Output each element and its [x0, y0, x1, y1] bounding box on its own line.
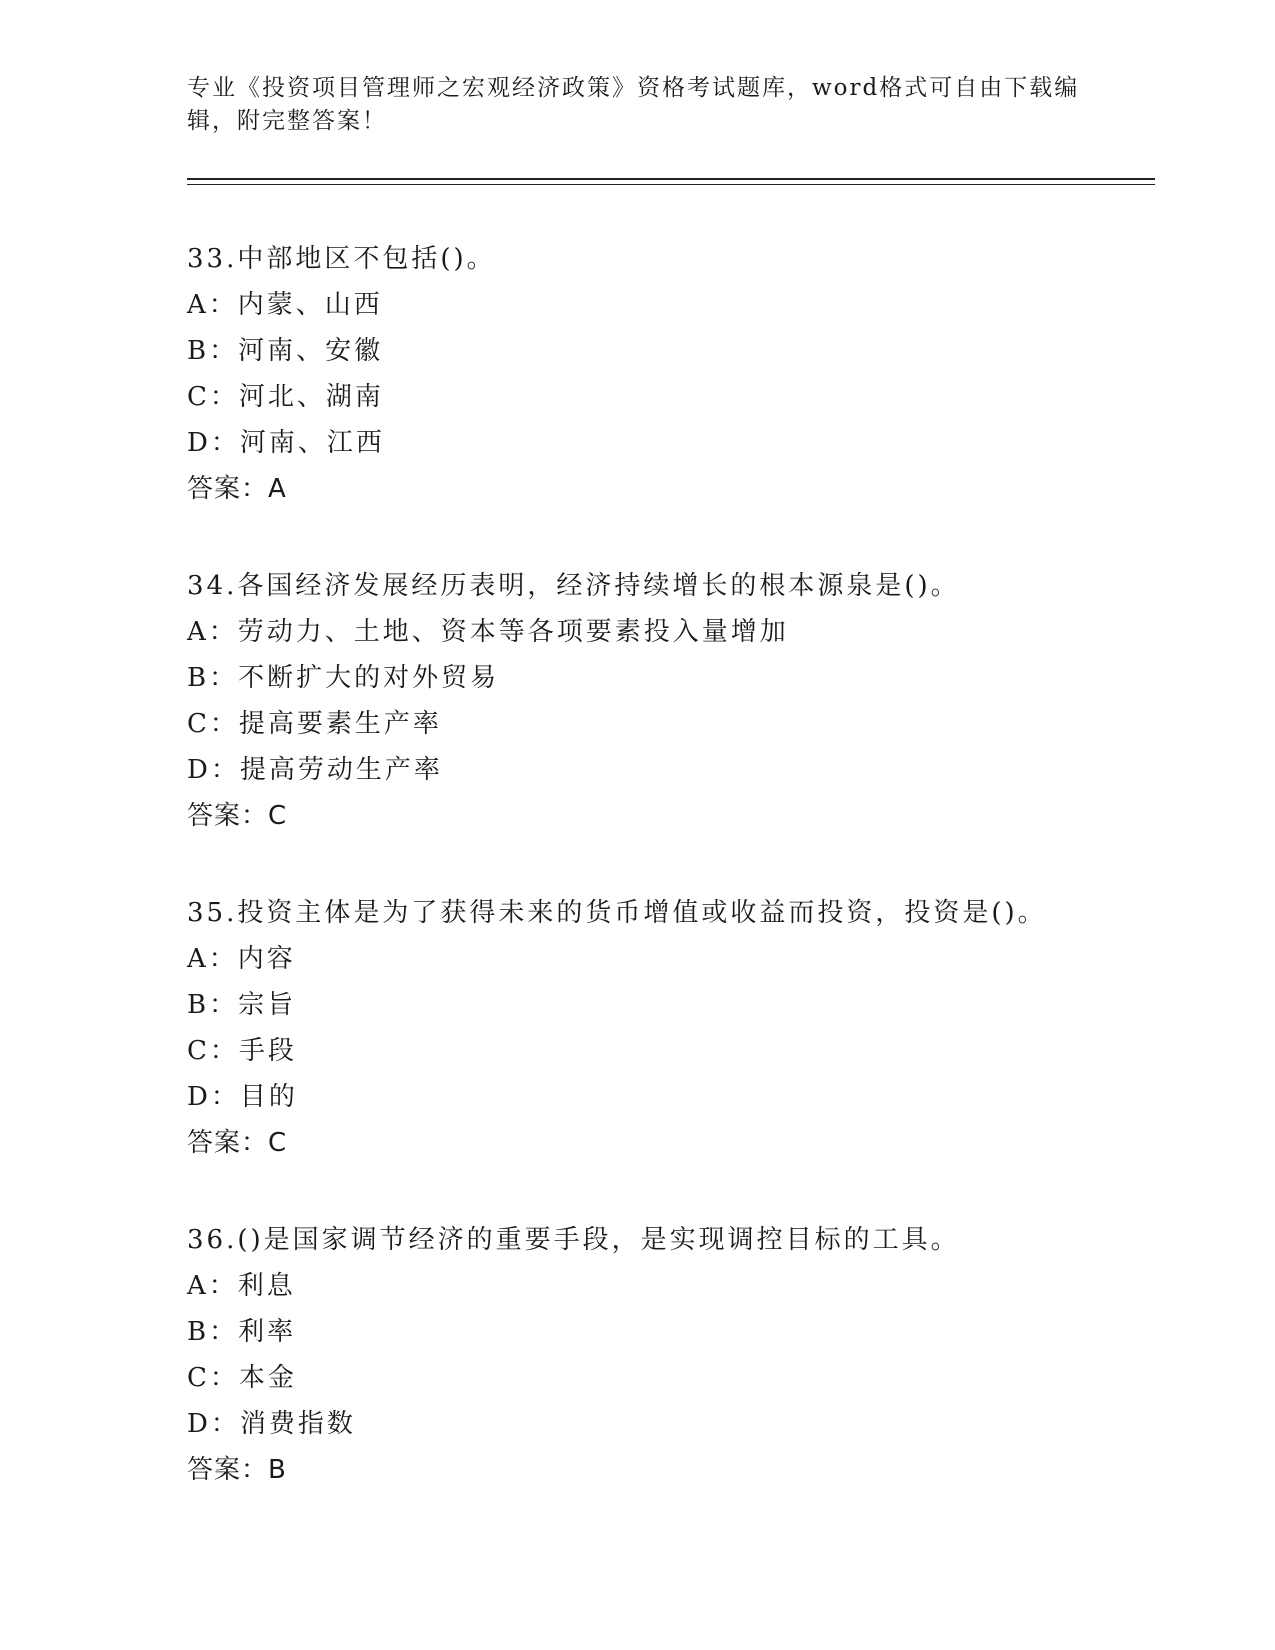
question-33 [187, 236, 1155, 512]
option-c: C：手段 [187, 1036, 297, 1066]
answer-line: 答案：A [187, 474, 287, 504]
option-c: C：提高要素生产率 [187, 709, 442, 739]
question-stem: 33.中部地区不包括()。 [187, 244, 496, 274]
question-stem: 34.各国经济发展经历表明，经济持续增长的根本源泉是()。 [187, 571, 960, 601]
header-divider-thick [187, 178, 1155, 180]
option-d: D：目的 [187, 1082, 298, 1112]
question-list [187, 236, 1155, 1544]
option-a: A：内蒙、山西 [187, 290, 383, 320]
question-34 [187, 563, 1155, 839]
answer-line: 答案：C [187, 801, 288, 831]
question-36 [187, 1217, 1155, 1493]
option-b: B：河南、安徽 [187, 336, 384, 366]
header-divider-thin [187, 184, 1155, 185]
option-b: B：宗旨 [187, 990, 297, 1020]
option-d: D：消费指数 [187, 1409, 356, 1439]
option-a: A：劳动力、土地、资本等各项要素投入量增加 [187, 617, 789, 647]
answer-line: 答案：C [187, 1128, 288, 1158]
option-b: B：利率 [187, 1317, 297, 1347]
option-c: C：河北、湖南 [187, 382, 384, 412]
option-d: D：河南、江西 [187, 428, 385, 458]
option-c: C：本金 [187, 1363, 297, 1393]
option-a: A：内容 [187, 944, 296, 974]
question-stem: 36.()是国家调节经济的重要手段，是实现调控目标的工具。 [187, 1225, 960, 1255]
option-b: B：不断扩大的对外贸易 [187, 663, 500, 693]
answer-line: 答案：B [187, 1455, 287, 1485]
question-35 [187, 890, 1155, 1166]
document-header: 专业《投资项目管理师之宏观经济政策》资格考试题库，word格式可自由下载编辑，附完整答案！ [187, 75, 1080, 134]
option-a: A：利息 [187, 1271, 296, 1301]
option-d: D：提高劳动生产率 [187, 755, 443, 785]
question-stem: 35.投资主体是为了获得未来的货币增值或收益而投资，投资是()。 [187, 898, 1047, 928]
